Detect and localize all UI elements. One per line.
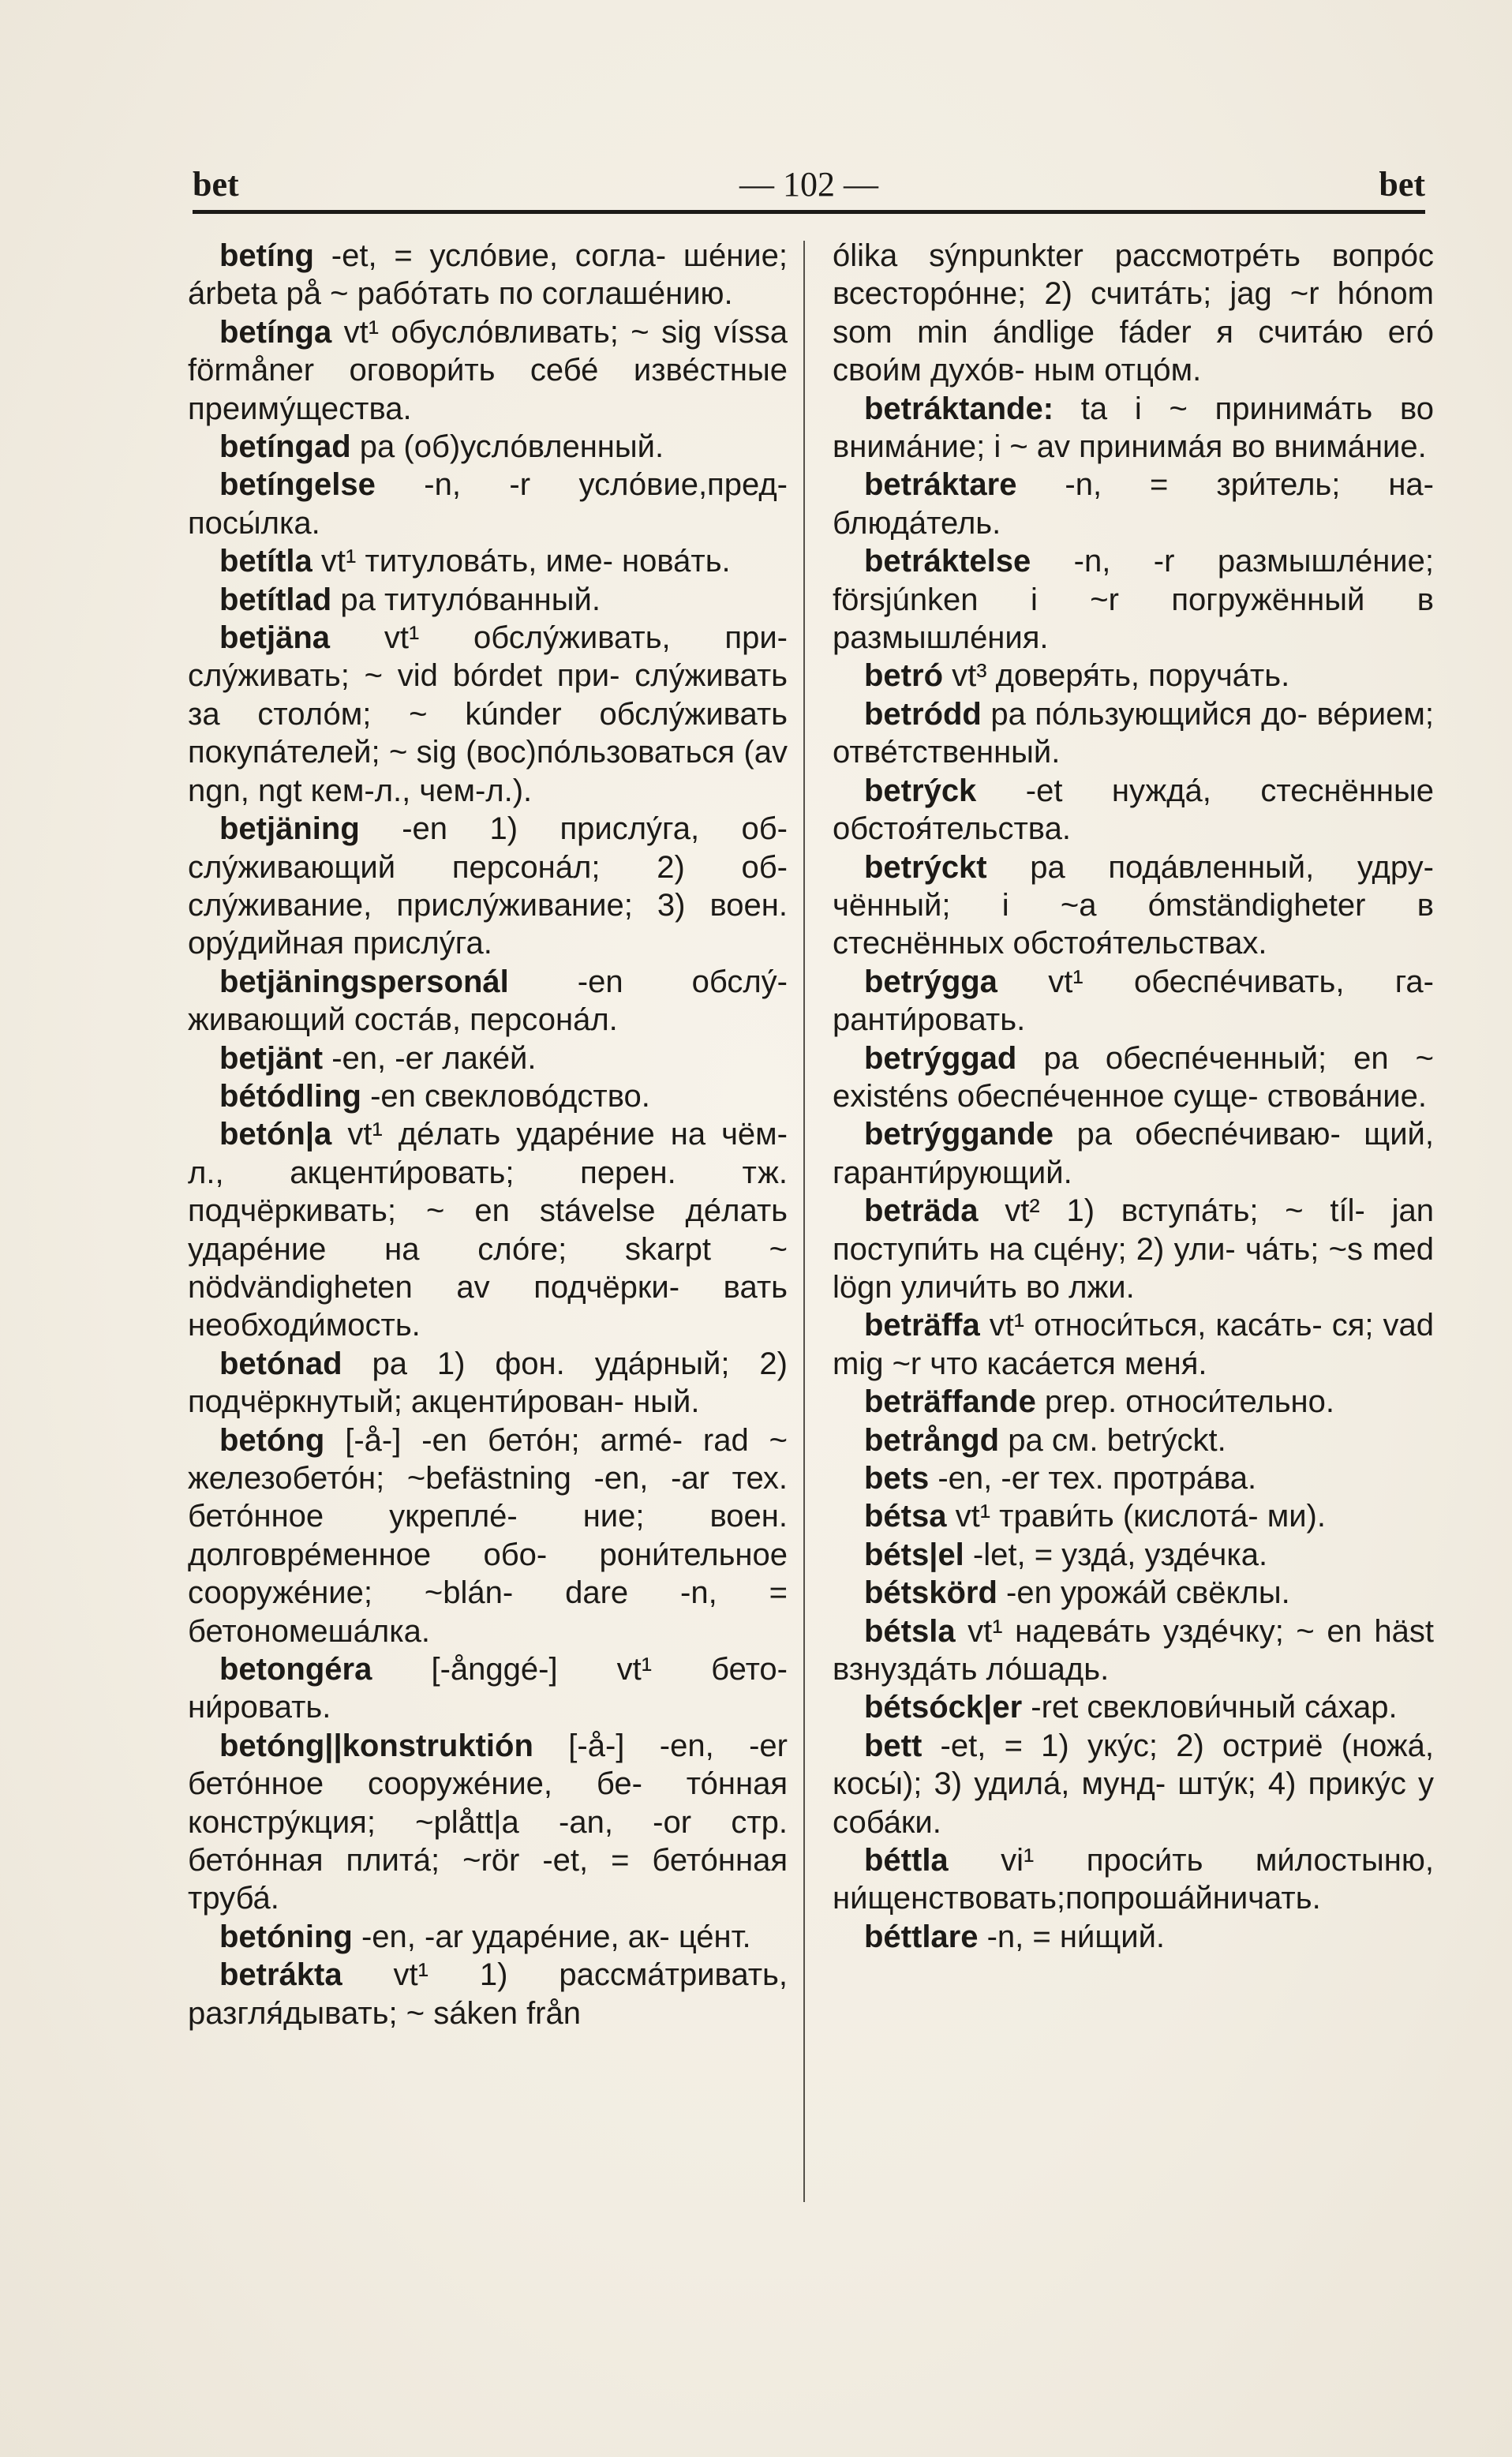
- dictionary-entry: [833, 1421, 1434, 1459]
- entry-headword: betrýck: [864, 773, 977, 808]
- entry-headword: betónad: [219, 1346, 342, 1381]
- entry-headword: betrångd: [864, 1422, 1000, 1458]
- entry-definition: -n, = ни́щий.: [978, 1919, 1166, 1954]
- right-column: [833, 237, 1434, 1956]
- entry-headword: béts|el: [864, 1537, 964, 1572]
- dictionary-entry: [833, 963, 1434, 1039]
- entry-definition: -et нужда́, стеснённые обстоя́тельства.: [833, 773, 1434, 847]
- entry-headword: bétskörd: [864, 1575, 997, 1611]
- entry-headword: betínga: [219, 314, 332, 350]
- entry-headword: betrýckt: [864, 849, 987, 885]
- dictionary-entry: [833, 237, 1434, 390]
- entry-headword: betítla: [219, 544, 313, 579]
- entry-definition: -let, = узда́, узде́чка.: [964, 1537, 1268, 1572]
- entry-definition: -ret свеклови́чный са́хар.: [1022, 1690, 1398, 1725]
- dictionary-entry: [833, 1459, 1434, 1497]
- entry-definition: -en 1) прислу́га, об- слу́живающий персона́л; 2) об- слу́живание, прислу́живание; 3) воен. ору́дийная прислу́га.: [188, 811, 788, 961]
- column-divider: [803, 241, 805, 2202]
- entry-headword: béttla: [864, 1843, 949, 1878]
- entry-definition: -et, = 1) уку́с; 2) остриё (ножа́, косы́); 3) удила́, мунд- шту́к; 4) прику́с у соба́ки.: [833, 1728, 1434, 1840]
- entry-headword: béttlare: [864, 1919, 979, 1954]
- entry-headword: betrýggad: [864, 1040, 1017, 1076]
- entry-definition: -en, -er лаке́й.: [323, 1040, 537, 1076]
- entry-definition: -en обслу́- живающий соста́в, персона́л.: [188, 964, 788, 1038]
- entry-definition: vt² 1) вступа́ть; ~ tíl- jan поступи́ть на сце́ну; 2) ули- ча́ть; ~s med lögn уличи́ть во лжи.: [833, 1193, 1434, 1305]
- entry-definition: [-ånggé-] vt¹ бето- ни́ровать.: [188, 1652, 788, 1725]
- entry-definition: -en, -ar ударе́ние, ак- це́нт.: [352, 1919, 751, 1954]
- entry-definition: ta i ~ принима́ть во внима́ние; i ~ av принима́я во внима́ние.: [833, 391, 1434, 465]
- dictionary-entry: [833, 1612, 1434, 1689]
- dictionary-entry: [188, 1345, 788, 1421]
- entry-headword: betjäna: [219, 620, 331, 656]
- entry-definition: pa (об)усло́вленный.: [350, 429, 664, 465]
- entry-headword: bets: [864, 1461, 930, 1496]
- entry-definition: vt¹ де́лать ударе́ние на чём-л., акценти́ровать; перен. тж. подчёркивать; ~ en stávelse де́лать ударе́ние на сло́ге; skarpt ~ nödvändigheten av подчёрки- вать необходи́мость.: [188, 1117, 788, 1343]
- dictionary-entry: [188, 313, 788, 428]
- entry-definition: pa по́льзующийся до- ве́рием; отве́тственный.: [833, 696, 1434, 770]
- entry-headword: betjänt: [219, 1040, 324, 1076]
- left-column: [188, 237, 788, 2032]
- entry-headword: betítlad: [219, 582, 332, 617]
- dictionary-entry: [833, 1115, 1434, 1192]
- entry-definition: vt¹ относи́ться, каса́ть- ся; vad mig ~r что каса́ется меня́.: [833, 1308, 1434, 1381]
- dictionary-entry: [188, 810, 788, 963]
- dictionary-entry: [833, 1306, 1434, 1383]
- entry-definition: vt¹ трави́ть (кислота́- ми).: [946, 1499, 1326, 1534]
- entry-headword: bett: [864, 1728, 923, 1763]
- entry-headword: betródd: [864, 696, 982, 732]
- dictionary-entry: [188, 1077, 788, 1115]
- entry-headword: betráktare: [864, 467, 1017, 503]
- entry-headword: betón|a: [219, 1117, 332, 1152]
- entry-headword: bétsla: [864, 1613, 956, 1649]
- dictionary-entry: [833, 772, 1434, 848]
- entry-definition: pa пода́вленный, удру- чённый; i ~a ómständigheter в стеснённых обстоя́тельствах.: [833, 849, 1434, 961]
- entry-definition: vt¹ титулова́ть, име- нова́ть.: [312, 544, 731, 579]
- entry-definition: vt¹ обусло́вливать; ~ sig víssa förmåner оговори́ть себе́ изве́стные преиму́щества.: [188, 314, 788, 426]
- entry-definition: vt¹ обеспе́чивать, га- ранти́ровать.: [833, 964, 1434, 1038]
- entry-headword: betóng: [219, 1422, 325, 1458]
- dictionary-entry: [833, 1727, 1434, 1841]
- dictionary-entry: [188, 1918, 788, 1956]
- entry-definition: -en, -er тех. протра́ва.: [929, 1461, 1257, 1496]
- entry-definition: -n, = зри́тель; на- блюда́тель.: [833, 467, 1434, 541]
- entry-headword: betrákta: [219, 1957, 342, 1993]
- entry-headword: betíngad: [219, 429, 351, 465]
- dictionary-entry: [833, 657, 1434, 695]
- dictionary-entry: [188, 1650, 788, 1727]
- dictionary-entry: [188, 1421, 788, 1650]
- dictionary-entry: [833, 1039, 1434, 1116]
- dictionary-entry: [188, 963, 788, 1039]
- entry-definition: vi¹ проси́ть ми́лостыню, ни́щенствовать;попроша́йничать.: [833, 1843, 1434, 1916]
- entry-definition: pa титуло́ванный.: [331, 582, 601, 617]
- entry-headword: betíng: [219, 238, 314, 273]
- entry-headword: betongéra: [219, 1652, 372, 1687]
- dictionary-entry: [188, 466, 788, 542]
- page-header: [193, 156, 1425, 212]
- dictionary-entry: [188, 237, 788, 313]
- dictionary-entry: [833, 1688, 1434, 1726]
- dictionary-entry: [188, 1727, 788, 1918]
- entry-headword: betjäning: [219, 811, 360, 847]
- entry-definition: vt¹ надева́ть узде́чку; ~ en häst взнузда́ть ло́шадь.: [833, 1613, 1434, 1687]
- dictionary-entry: [188, 1115, 788, 1344]
- entry-headword: betrýggande: [864, 1117, 1054, 1152]
- entry-definition: [-å-] -en бето́н; armé- rad ~ железобето́н; ~befästning -en, -ar тех. бето́нное укрепле́- ние; воен. долговре́менное обо- рони́тельное сооруже́ние; ~blán- dare -n, = бетономеша́лка.: [188, 1422, 788, 1649]
- header-left-guideword: bet: [193, 165, 239, 204]
- dictionary-entry: [188, 581, 788, 619]
- entry-headword: betjäningspersonál: [219, 964, 509, 999]
- entry-definition: -et, = усло́вие, согла- ше́ние; árbeta på ~ рабо́тать по соглаше́нию.: [188, 238, 788, 312]
- dictionary-entry: [833, 1536, 1434, 1574]
- dictionary-entry: [833, 390, 1434, 466]
- dictionary-entry: [833, 542, 1434, 657]
- entry-definition: pa обеспе́ченный; en ~ existéns обеспе́ченное суще- ствова́ние.: [833, 1040, 1434, 1114]
- dictionary-entry: [833, 848, 1434, 963]
- entry-headword: betóning: [219, 1919, 353, 1954]
- dictionary-entry: [833, 1497, 1434, 1535]
- dictionary-entry: [833, 1383, 1434, 1421]
- dictionary-entry: [833, 1918, 1434, 1956]
- entry-headword: bétsóck|er: [864, 1690, 1023, 1725]
- entry-headword: betráktelse: [864, 544, 1031, 579]
- header-rule: [193, 210, 1425, 214]
- dictionary-entry: [833, 1841, 1434, 1918]
- entry-headword: bétódling: [219, 1078, 361, 1114]
- dictionary-entry: [833, 1192, 1434, 1306]
- dictionary-entry: [188, 1956, 788, 2032]
- entry-definition: pa 1) фон. уда́рный; 2) подчёркнутый; акценти́рован- ный.: [188, 1346, 788, 1420]
- entry-headword: betíngelse: [219, 467, 376, 503]
- entry-headword: betró: [864, 658, 943, 694]
- dictionary-entry: [833, 466, 1434, 542]
- entry-headword: beträffa: [864, 1308, 980, 1343]
- dictionary-entry: [188, 542, 788, 580]
- entry-definition: prep. относи́тельно.: [1035, 1384, 1334, 1420]
- entry-definition: pa см. betrýckt.: [999, 1422, 1226, 1458]
- dictionary-entry: [188, 619, 788, 810]
- entry-definition: -en свеклово́дство.: [361, 1078, 650, 1114]
- entry-definition: pa обеспе́чиваю- щий, гаранти́рующий.: [833, 1117, 1434, 1190]
- entry-definition: -en урожа́й свёклы.: [997, 1575, 1290, 1611]
- header-right-guideword: bet: [1379, 165, 1425, 204]
- entry-headword: betrýgga: [864, 964, 997, 999]
- page-number: — 102 —: [739, 165, 878, 204]
- entry-headword: betráktande:: [864, 391, 1054, 426]
- entry-definition: vt¹ 1) рассма́тривать, разгля́дывать; ~ sáken från: [188, 1957, 788, 2031]
- entry-headword: beträffande: [864, 1384, 1036, 1420]
- dictionary-entry: [833, 1574, 1434, 1612]
- entry-definition: [-å-] -en, -er бето́нное сооруже́ние, бе- то́нная констру́кция; ~plått|a -an, -or стр. бето́нная плита́; ~rör -et, = бето́нная труба́.: [188, 1728, 788, 1916]
- dictionary-entry: [188, 428, 788, 466]
- entry-definition: ólika sýnpunkter рассмотре́ть вопро́с всесторо́нне; 2) счита́ть; jag ~r hónom som min ándlige fáder я счита́ю его́ свои́м духо́в- ным отцо́м.: [833, 238, 1434, 388]
- entry-definition: -n, -r усло́вие,пред- посы́лка.: [188, 467, 788, 541]
- dictionary-entry: [188, 1039, 788, 1077]
- entry-definition: -n, -r размышле́ние; försjúnken i ~r погружённый в размышле́ния.: [833, 544, 1434, 656]
- entry-headword: bétsa: [864, 1499, 947, 1534]
- entry-headword: beträda: [864, 1193, 979, 1229]
- entry-definition: vt¹ обслу́живать, при- слу́живать; ~ vid bórdet при- слу́живать за столо́м; ~ kúnder обслу́живать покупа́телей; ~ sig (вос)по́льзоваться (av ngn, ngt кем-л., чем-л.).: [188, 620, 788, 808]
- entry-headword: betóng||konstruktión: [219, 1728, 533, 1763]
- dictionary-entry: [833, 695, 1434, 772]
- entry-definition: vt³ доверя́ть, поруча́ть.: [943, 658, 1290, 694]
